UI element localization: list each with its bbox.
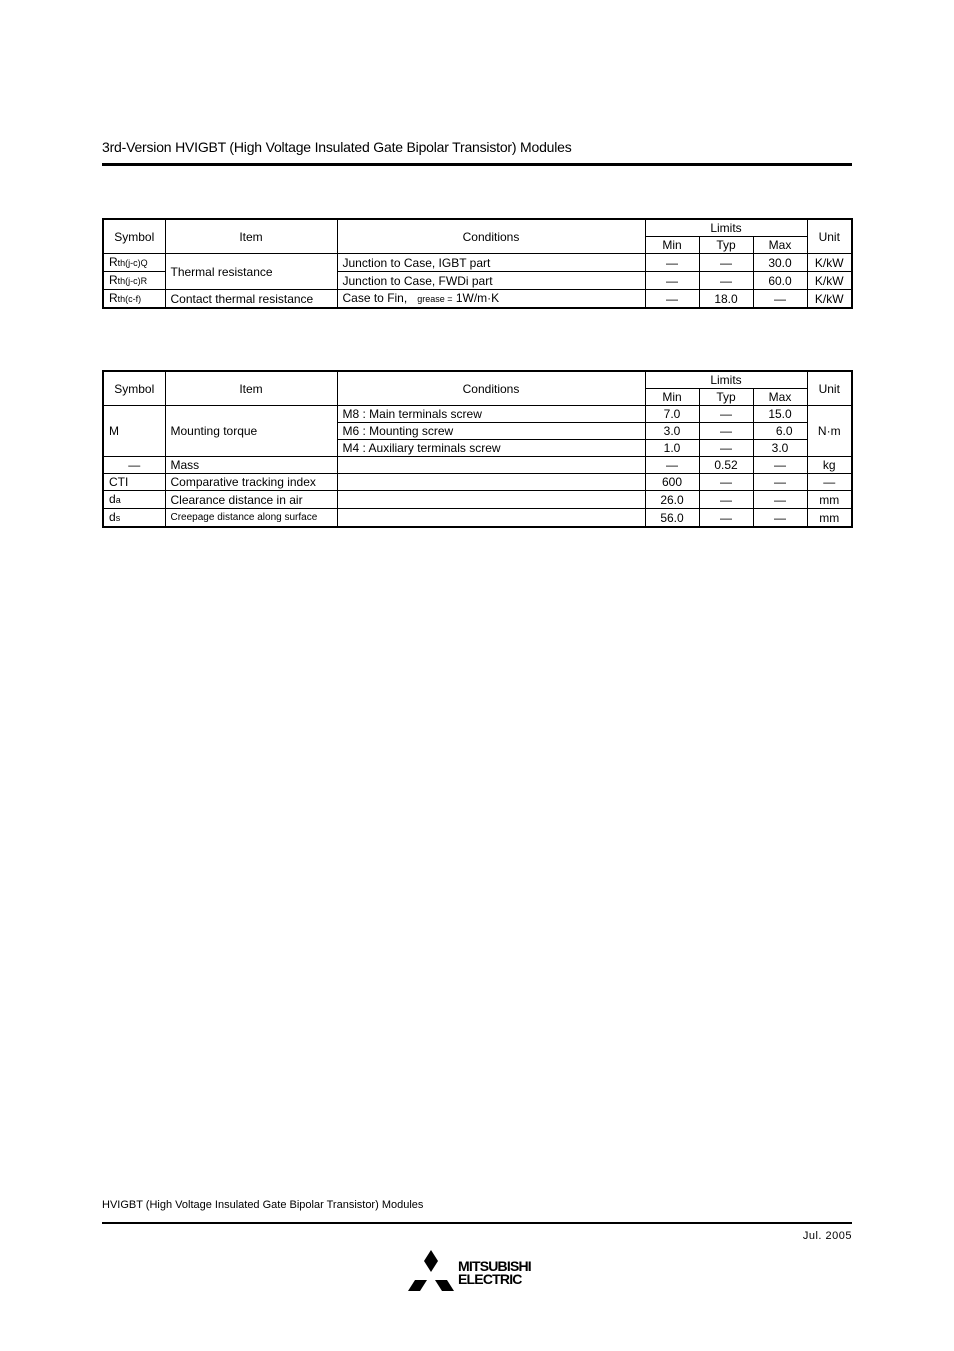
symbol-cell: ds bbox=[103, 509, 165, 528]
header-item: Item bbox=[165, 219, 337, 254]
typ-cell: 18.0 bbox=[699, 290, 753, 309]
header-conditions: Conditions bbox=[337, 371, 645, 406]
symbol-cell: Rth(j-c)Q bbox=[103, 254, 165, 272]
header-min: Min bbox=[645, 389, 699, 406]
min-cell: — bbox=[645, 272, 699, 290]
typ-cell: — bbox=[699, 406, 753, 423]
max-cell: 6.0 bbox=[753, 423, 807, 440]
logo-wordmark bbox=[458, 1260, 531, 1286]
header-conditions: Conditions bbox=[337, 219, 645, 254]
conditions-cell: Junction to Case, IGBT part bbox=[337, 254, 645, 272]
typ-cell: — bbox=[699, 254, 753, 272]
mechanical-characteristics-table bbox=[102, 370, 853, 528]
table-row bbox=[103, 457, 852, 474]
min-cell: 3.0 bbox=[645, 423, 699, 440]
symbol-cell: Rth(j-c)R bbox=[103, 272, 165, 290]
unit-cell: K/kW bbox=[807, 254, 852, 272]
max-cell: — bbox=[753, 290, 807, 309]
logo-line-1: MITSUBISHI bbox=[458, 1258, 531, 1274]
logo-line-2: ELECTRIC bbox=[458, 1271, 522, 1287]
max-cell: — bbox=[753, 509, 807, 528]
item-cell: Comparative tracking index bbox=[165, 474, 337, 491]
conditions-cell: Case to Fin, grease = 1W/m·K bbox=[337, 290, 645, 309]
item-cell: Clearance distance in air bbox=[165, 491, 337, 509]
item-cell: Mass bbox=[165, 457, 337, 474]
min-cell: — bbox=[645, 254, 699, 272]
table-row bbox=[103, 491, 852, 509]
header-max: Max bbox=[753, 389, 807, 406]
typ-cell: — bbox=[699, 272, 753, 290]
typ-cell: — bbox=[699, 474, 753, 491]
item-cell: Mounting torque bbox=[165, 406, 337, 457]
conditions-cell: Junction to Case, FWDi part bbox=[337, 272, 645, 290]
table-row bbox=[103, 290, 852, 309]
item-cell: Thermal resistance bbox=[165, 254, 337, 290]
max-cell: 3.0 bbox=[753, 440, 807, 457]
header-limits: Limits bbox=[645, 219, 807, 237]
header-item: Item bbox=[165, 371, 337, 406]
footer-rule bbox=[102, 1222, 852, 1224]
max-cell: 15.0 bbox=[753, 406, 807, 423]
conditions-cell: M6 : Mounting screw bbox=[337, 423, 645, 440]
max-cell: — bbox=[753, 491, 807, 509]
three-diamonds-icon bbox=[408, 1250, 454, 1292]
symbol-cell: da bbox=[103, 491, 165, 509]
unit-cell: K/kW bbox=[807, 272, 852, 290]
conditions-cell bbox=[337, 457, 645, 474]
typ-cell: — bbox=[699, 491, 753, 509]
min-cell: — bbox=[645, 290, 699, 309]
item-cell: Contact thermal resistance bbox=[165, 290, 337, 309]
table-row bbox=[103, 406, 852, 423]
min-cell: 7.0 bbox=[645, 406, 699, 423]
unit-cell: — bbox=[807, 474, 852, 491]
header-unit: Unit bbox=[807, 371, 852, 406]
max-cell: 30.0 bbox=[753, 254, 807, 272]
table-header-row bbox=[103, 219, 852, 237]
table-row bbox=[103, 474, 852, 491]
max-cell: 60.0 bbox=[753, 272, 807, 290]
header-symbol: Symbol bbox=[103, 219, 165, 254]
typ-cell: — bbox=[699, 423, 753, 440]
header-max: Max bbox=[753, 237, 807, 254]
table-header-row bbox=[103, 371, 852, 389]
thermal-resistance-table bbox=[102, 218, 853, 309]
item-cell: Creepage distance along surface bbox=[165, 509, 337, 528]
mitsubishi-electric-logo bbox=[408, 1250, 548, 1292]
header-min: Min bbox=[645, 237, 699, 254]
min-cell: 56.0 bbox=[645, 509, 699, 528]
max-cell: — bbox=[753, 457, 807, 474]
page-header-title: 3rd-Version HVIGBT (High Voltage Insulated Gate Bipolar Transistor) Modules bbox=[102, 139, 572, 155]
conditions-cell bbox=[337, 491, 645, 509]
table-row bbox=[103, 254, 852, 272]
unit-cell: mm bbox=[807, 509, 852, 528]
header-rule bbox=[102, 163, 852, 166]
symbol-cell: M bbox=[103, 406, 165, 457]
unit-cell: N·m bbox=[807, 406, 852, 457]
max-cell: — bbox=[753, 474, 807, 491]
conditions-cell bbox=[337, 509, 645, 528]
header-symbol: Symbol bbox=[103, 371, 165, 406]
typ-cell: — bbox=[699, 509, 753, 528]
unit-cell: K/kW bbox=[807, 290, 852, 309]
header-typ: Typ bbox=[699, 389, 753, 406]
typ-cell: 0.52 bbox=[699, 457, 753, 474]
footer-title: HVIGBT (High Voltage Insulated Gate Bipolar Transistor) Modules bbox=[102, 1199, 424, 1211]
conditions-cell bbox=[337, 474, 645, 491]
header-limits: Limits bbox=[645, 371, 807, 389]
unit-cell: kg bbox=[807, 457, 852, 474]
typ-cell: — bbox=[699, 440, 753, 457]
min-cell: 600 bbox=[645, 474, 699, 491]
symbol-cell: — bbox=[103, 457, 165, 474]
header-typ: Typ bbox=[699, 237, 753, 254]
header-unit: Unit bbox=[807, 219, 852, 254]
table-row bbox=[103, 509, 852, 528]
symbol-cell: CTI bbox=[103, 474, 165, 491]
min-cell: 1.0 bbox=[645, 440, 699, 457]
unit-cell: mm bbox=[807, 491, 852, 509]
footer-date: Jul. 2005 bbox=[802, 1230, 852, 1242]
min-cell: — bbox=[645, 457, 699, 474]
symbol-cell: Rth(c-f) bbox=[103, 290, 165, 309]
conditions-cell: M4 : Auxiliary terminals screw bbox=[337, 440, 645, 457]
conditions-cell: M8 : Main terminals screw bbox=[337, 406, 645, 423]
min-cell: 26.0 bbox=[645, 491, 699, 509]
